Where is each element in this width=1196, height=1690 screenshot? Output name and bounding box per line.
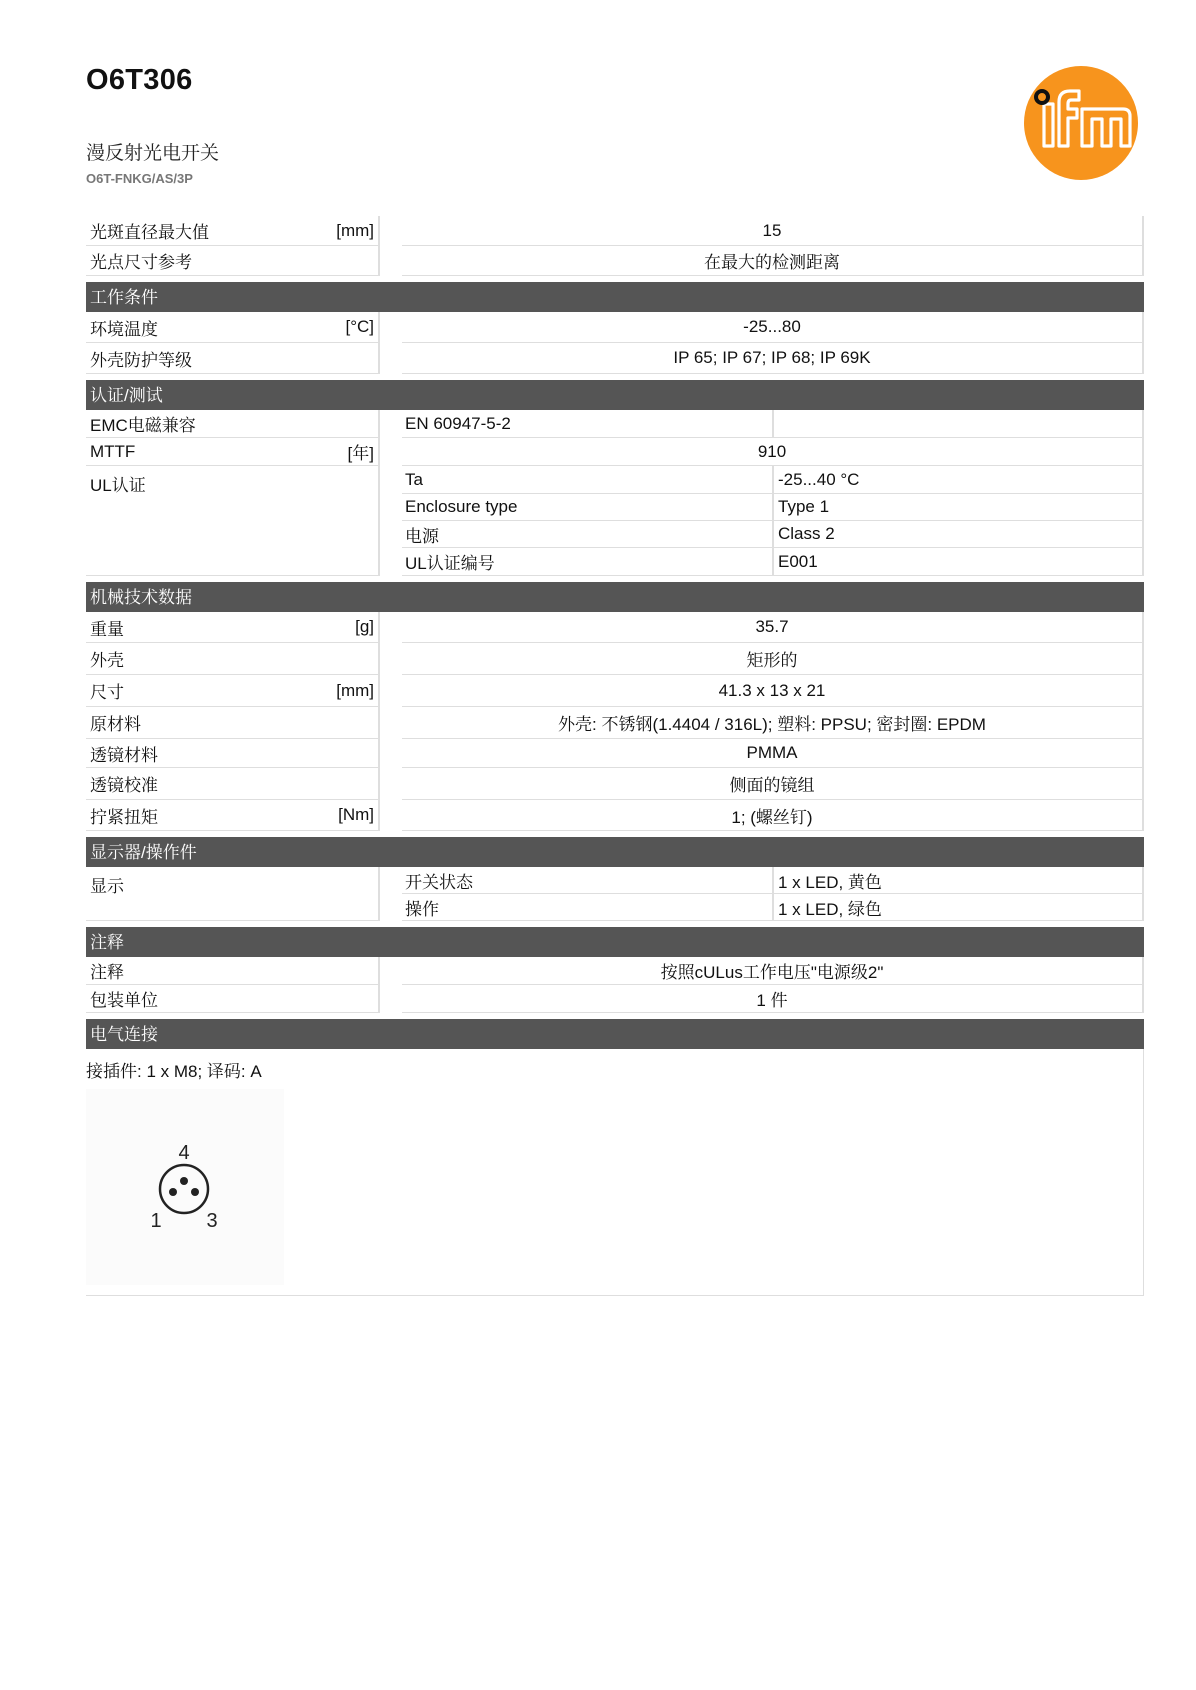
product-title: O6T306 (86, 64, 193, 96)
section-header-operating: 工作条件 (86, 282, 1144, 312)
row-value: PMMA (402, 739, 1144, 768)
row-unit: [年] (347, 444, 374, 463)
pin-4-dot (180, 1177, 188, 1185)
row-lens-alignment (86, 768, 1144, 800)
row-value: -25...80 (402, 312, 1144, 343)
pin-label-3: 3 (206, 1210, 218, 1232)
ul-item (402, 521, 1144, 548)
row-unit: [mm] (336, 680, 374, 700)
row-spot-diameter (86, 216, 1144, 246)
row-label: 外壳防护等级 (90, 350, 192, 370)
product-description: 漫反射光电开关 (86, 143, 220, 164)
row-label: 光斑直径最大值 (90, 223, 209, 242)
row-label: 原材料 (90, 715, 141, 734)
pin-1-dot (169, 1188, 177, 1196)
ul-item-name: Enclosure type (402, 494, 774, 521)
emc-extra (774, 410, 1144, 438)
ul-item-value: -25...40 °C (774, 466, 1144, 494)
row-unit: [mm] (336, 220, 374, 240)
row-label: EMC电磁兼容 (90, 416, 196, 435)
row-packaging-unit (86, 985, 1144, 1013)
row-weight (86, 612, 1144, 643)
row-label: 尺寸 (90, 683, 124, 702)
ul-item (402, 466, 1144, 494)
pin-label-1: 1 (150, 1210, 162, 1232)
row-unit: [Nm] (338, 805, 374, 824)
row-label: 拧紧扭矩 (90, 807, 158, 827)
row-value: IP 65; IP 67; IP 68; IP 69K (402, 343, 1144, 374)
row-label: 重量 (90, 619, 124, 639)
row-value: 35.7 (402, 612, 1144, 643)
row-protection-rating (86, 343, 1144, 374)
pin-3-dot (191, 1188, 199, 1196)
row-ul-approval (86, 466, 1144, 576)
row-value: 侧面的镜组 (402, 768, 1144, 800)
row-dimensions (86, 675, 1144, 707)
row-value: 外壳: 不锈钢(1.4404 / 316L); 塑料: PPSU; 密封圈: EPDM (402, 707, 1144, 739)
row-value: 矩形的 (402, 643, 1144, 675)
display-item-name: 操作 (402, 894, 774, 921)
row-spot-reference (86, 246, 1144, 276)
row-value: 在最大的检测距离 (402, 246, 1144, 276)
connector-outline (160, 1165, 208, 1213)
ul-item-name: 电源 (402, 521, 774, 548)
ul-item (402, 548, 1144, 576)
ul-item-value: Class 2 (774, 521, 1144, 548)
row-value: 15 (402, 216, 1144, 246)
row-ambient-temperature (86, 312, 1144, 343)
row-value: 41.3 x 13 x 21 (402, 675, 1144, 707)
row-label: 环境温度 (90, 319, 158, 339)
row-label: 显示 (90, 877, 124, 896)
article-number: O6T-FNKG/AS/3P (86, 171, 193, 186)
section-header-notes: 注释 (86, 927, 1144, 957)
section-header-approvals: 认证/测试 (86, 380, 1144, 410)
row-label: 透镜校准 (90, 776, 158, 795)
row-housing (86, 643, 1144, 675)
row-materials (86, 707, 1144, 739)
row-value: 910 (402, 438, 1144, 466)
section-header-electrical: 电气连接 (86, 1019, 1144, 1049)
row-value: 1 件 (402, 985, 1144, 1013)
row-label: 透镜材料 (90, 745, 158, 765)
pin-label-4: 4 (178, 1142, 190, 1164)
ul-item-value: E001 (774, 548, 1144, 576)
row-label: 包装单位 (90, 991, 158, 1010)
ul-item-value: Type 1 (774, 494, 1144, 521)
ul-item (402, 494, 1144, 521)
display-item-value: 1 x LED, 绿色 (774, 894, 1144, 921)
display-item-value: 1 x LED, 黄色 (774, 867, 1144, 894)
row-label: UL认证 (90, 476, 146, 495)
row-label: MTTF (90, 441, 136, 461)
section-header-mechanical: 机械技术数据 (86, 582, 1144, 612)
row-value: 1; (螺丝钉) (402, 800, 1144, 831)
row-mttf (86, 438, 1144, 466)
display-item-name: 开关状态 (402, 867, 774, 894)
ul-item-name: UL认证编号 (402, 548, 774, 576)
connector-description: 接插件: 1 x M8; 译码: A (86, 1062, 262, 1081)
row-display (86, 867, 1144, 921)
row-tightening-torque (86, 800, 1144, 831)
connector-pin-diagram (86, 1089, 284, 1285)
row-emc (86, 410, 1144, 438)
electrical-connection-box (86, 1049, 1144, 1296)
row-unit: [°C] (345, 317, 374, 336)
ul-item-name: Ta (402, 466, 774, 494)
emc-standard: EN 60947-5-2 (402, 410, 774, 438)
display-item (402, 867, 1144, 894)
section-header-display: 显示器/操作件 (86, 837, 1144, 867)
row-label: 注释 (90, 963, 124, 982)
specification-table (86, 216, 1144, 1296)
row-value: 按照cULus工作电压"电源级2" (402, 957, 1144, 985)
row-lens-material (86, 739, 1144, 768)
row-unit: [g] (355, 617, 374, 636)
row-label: 外壳 (90, 651, 124, 670)
row-remark (86, 957, 1144, 985)
ifm-logo (1022, 64, 1140, 182)
display-item (402, 894, 1144, 921)
row-label: 光点尺寸参考 (90, 253, 192, 272)
